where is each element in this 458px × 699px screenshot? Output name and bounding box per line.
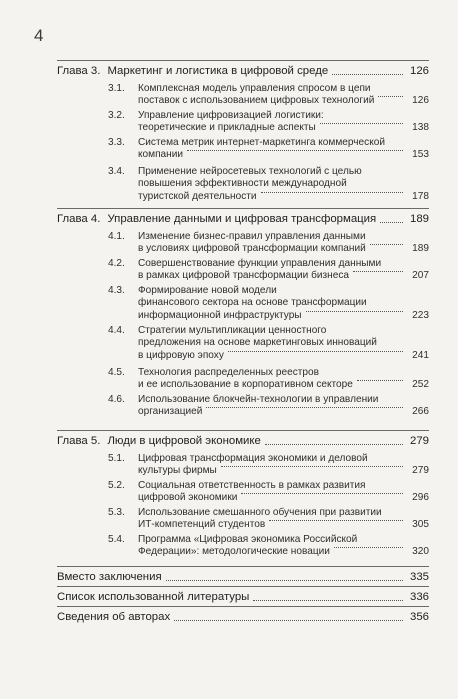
section-title: Стратегии мультипликации ценностного предложения на основе маркетинговых инноваций в цифровую эпоху: [138, 325, 409, 362]
toc-section-3-3[interactable]: [108, 137, 429, 162]
dot-leader: [174, 619, 403, 621]
toc-chapter-5[interactable]: [57, 434, 429, 448]
dot-leader: [332, 73, 403, 75]
toc-conclusion[interactable]: [57, 570, 429, 584]
chapter-page: 126: [409, 65, 429, 77]
divider: [57, 430, 429, 431]
toc-section-4-2[interactable]: [108, 258, 429, 283]
entry-title: Вместо заключения: [57, 571, 162, 583]
dot-leader: [380, 221, 403, 223]
section-number: 5.3.: [108, 507, 125, 518]
chapter-title: Люди в цифровой экономике: [107, 435, 261, 447]
section-page: 320: [412, 546, 429, 558]
section-title: Формирование новой модели финансового сектора на основе трансформации информационной инфраструктуры: [138, 285, 409, 322]
toc-section-5-3[interactable]: [108, 507, 429, 532]
section-number: 4.3.: [108, 285, 125, 296]
section-number: 4.4.: [108, 325, 125, 336]
toc-section-5-2[interactable]: [108, 480, 429, 505]
section-page: 223: [412, 309, 429, 321]
section-title: Использование смешанного обучения при развитии ИТ-компетенций студентов: [138, 507, 409, 532]
toc-section-4-6[interactable]: [108, 394, 429, 419]
toc-section-5-1[interactable]: [108, 453, 429, 478]
toc-section-3-1[interactable]: [108, 83, 429, 108]
section-title: Комплексная модель управления спросом в цепи поставок с использованием цифровых технологий: [138, 83, 409, 108]
page-number: 4: [34, 26, 45, 45]
toc-chapter-4[interactable]: [57, 212, 429, 226]
dot-leader: [265, 443, 403, 445]
section-page: 138: [412, 122, 429, 134]
toc-section-5-4[interactable]: [108, 534, 429, 559]
dot-leader: [253, 599, 403, 601]
section-number: 3.4.: [108, 166, 125, 177]
section-title: Социальная ответственность в рамках развития цифровой экономики: [138, 480, 409, 505]
toc-section-4-5[interactable]: [108, 367, 429, 392]
section-page: 126: [412, 95, 429, 107]
entry-title: Список использованной литературы: [57, 591, 250, 603]
section-number: 3.2.: [108, 110, 125, 121]
divider: [57, 606, 429, 607]
toc-section-4-3[interactable]: [108, 285, 429, 322]
section-number: 4.5.: [108, 367, 125, 378]
section-number: 4.2.: [108, 258, 125, 269]
section-number: 5.2.: [108, 480, 125, 491]
divider: [57, 566, 429, 567]
section-page: 279: [412, 465, 429, 477]
chapter-title: Управление данными и цифровая трансформация: [107, 213, 377, 225]
entry-page: 335: [409, 571, 429, 583]
section-number: 4.6.: [108, 394, 125, 405]
chapter-title: Маркетинг и логистика в цифровой среде: [107, 65, 329, 77]
section-page: 153: [412, 149, 429, 161]
section-title: Изменение бизнес-правил управления данными в условиях цифровой трансформации компаний: [138, 231, 409, 256]
chapter-page: 189: [409, 213, 429, 225]
toc-authors[interactable]: [57, 610, 429, 624]
entry-page: 336: [409, 591, 429, 603]
section-page: 189: [412, 243, 429, 255]
section-page: 207: [412, 270, 429, 282]
section-page: 241: [412, 349, 429, 361]
chapter-number: Глава 4.: [57, 213, 101, 225]
section-page: 266: [412, 406, 429, 418]
section-number: 4.1.: [108, 231, 125, 242]
section-number: 5.1.: [108, 453, 125, 464]
section-title: Программа «Цифровая экономика Российской Федерации»: методологические новации: [138, 534, 409, 559]
section-number: 3.1.: [108, 83, 125, 94]
section-title: Применение нейросетевых технологий с целью повышения эффективности международной туристской деятельности: [138, 166, 409, 203]
entry-title: Сведения об авторах: [57, 611, 171, 623]
section-page: 305: [412, 519, 429, 531]
section-title: Совершенствование функции управления данными в рамках цифровой трансформации бизнеса: [138, 258, 409, 283]
toc-section-4-4[interactable]: [108, 325, 429, 362]
section-page: 178: [412, 190, 429, 202]
toc-chapter-3[interactable]: [57, 64, 429, 78]
dot-leader: [166, 579, 403, 581]
section-title: Система метрик интернет-маркетинга коммерческой компании: [138, 137, 409, 162]
toc-section-3-4[interactable]: [108, 166, 429, 203]
section-title: Цифровая трансформация экономики и деловой культуры фирмы: [138, 453, 409, 478]
section-page: 296: [412, 492, 429, 504]
entry-page: 356: [409, 611, 429, 623]
section-page: 252: [412, 379, 429, 391]
divider: [57, 208, 429, 209]
chapter-number: Глава 3.: [57, 65, 101, 77]
section-title: Использование блокчейн-технологии в управлении организацией: [138, 394, 409, 419]
section-title: Технология распределенных реестров и ее использование в корпоративном секторе: [138, 367, 409, 392]
toc-section-4-1[interactable]: [108, 231, 429, 256]
section-number: 5.4.: [108, 534, 125, 545]
chapter-number: Глава 5.: [57, 435, 101, 447]
toc-references[interactable]: [57, 590, 429, 604]
toc-section-3-2[interactable]: [108, 110, 429, 135]
divider: [57, 60, 429, 61]
chapter-page: 279: [409, 435, 429, 447]
section-number: 3.3.: [108, 137, 125, 148]
section-title: Управление цифровизацией логистики: теоретические и прикладные аспекты: [138, 110, 409, 135]
divider: [57, 586, 429, 587]
